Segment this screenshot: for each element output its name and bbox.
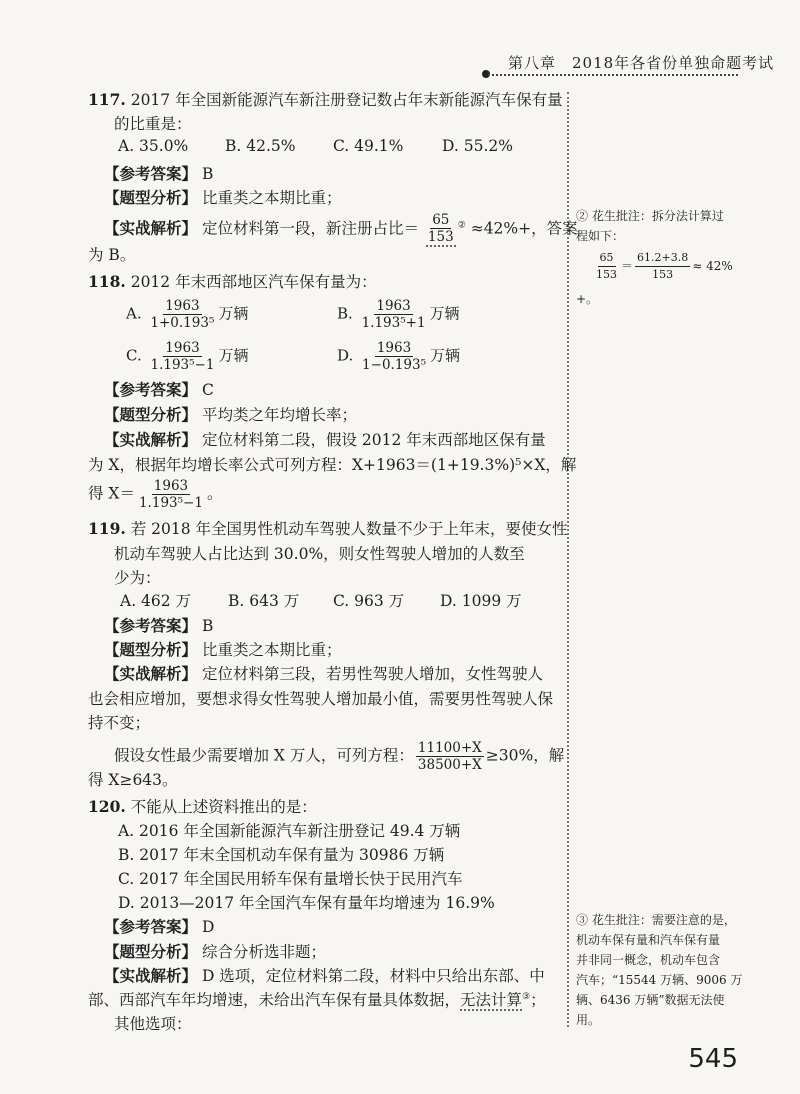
- q118-c-den: 1.193⁵−1: [150, 357, 215, 373]
- q119-analysis3: 持不变；: [88, 714, 151, 732]
- answer-label: 【参考答案】: [104, 917, 198, 936]
- q119-option-b: B. 643 万: [228, 592, 300, 610]
- q119-number: 119.: [88, 519, 126, 538]
- analysis-label: 【实战解析】: [104, 966, 198, 985]
- side1-tail: +。: [576, 292, 599, 306]
- q117-option-b: B. 42.5%: [225, 137, 296, 155]
- q120-analysis3: 其他选项：: [114, 1015, 192, 1033]
- analysis-label: 【实战解析】: [104, 430, 198, 449]
- q120-answer: D: [201, 918, 215, 936]
- q119-analysis-fraction: [416, 740, 484, 773]
- q118-b-unit: 万辆: [429, 304, 460, 323]
- q118-answer-line: [104, 378, 214, 400]
- q120-type: 综合分析选非题；: [201, 943, 326, 961]
- q120-stem: 不能从上述资料推出的是：: [130, 798, 317, 816]
- q118-type-line: [104, 403, 357, 425]
- side1-eq: ＝: [621, 259, 634, 273]
- footnote-3-icon: ③: [522, 991, 531, 1002]
- side1-frac1: [594, 250, 619, 283]
- side1-line2: 程如下：: [576, 229, 625, 243]
- q119-stem1: 若 2018 年全国男性机动车驾驶人数量不少于上年末，要使女性: [130, 520, 568, 538]
- page-number: 545: [688, 1044, 738, 1074]
- q118-analysis-line1: [104, 428, 546, 450]
- q118-stem-line: [88, 270, 377, 292]
- q118-option-d: [337, 340, 460, 373]
- q119-analysis4-post: ≥30%，解: [485, 746, 565, 765]
- side2-line: ③ 花生批注：需要注意的是，: [576, 913, 736, 927]
- side1-equation: [576, 250, 746, 283]
- q118-number: 118.: [88, 272, 126, 291]
- q120-analysis2-mark: 无法计算: [460, 991, 523, 1009]
- q117-stem2: 的比重是：: [114, 115, 192, 133]
- header-rule: [488, 74, 738, 76]
- q120-option-d: D. 2013—2017 年全国汽车保有量年均增速为 16.9%: [118, 894, 495, 912]
- q117-option-d: D. 55.2%: [442, 137, 513, 155]
- q118-b-den: 1.193⁵+1: [361, 315, 426, 331]
- q117-stem1: 2017 年全国新能源汽车新注册登记数占年末新能源汽车保有量: [130, 91, 563, 109]
- side-note-2: [576, 910, 746, 1030]
- q119-answer: B: [201, 617, 214, 635]
- q117-answer: B: [201, 165, 214, 183]
- q118-d-unit: 万辆: [430, 346, 461, 365]
- analysis-label: 【实战解析】: [104, 218, 198, 238]
- q118-d-num: 1963: [376, 340, 412, 356]
- q118-option-c: [126, 340, 248, 373]
- q117-stem-line1: [88, 88, 563, 110]
- q118-type: 平均类之年均增长率；: [201, 406, 357, 424]
- q120-option-c: C. 2017 年全国民用轿车保有量增长快于民用汽车: [118, 870, 463, 888]
- q119-analysis2: 也会相应增加，要想求得女性驾驶人增加最小值，需要男性驾驶人保: [88, 690, 554, 708]
- q118-answer: C: [201, 381, 214, 399]
- q118-a-num: 1963: [165, 298, 200, 314]
- q119-analysis1: 定位材料第三段，若男性驾驶人增加，女性驾驶人: [201, 665, 543, 683]
- side-note-1: [576, 206, 746, 309]
- type-label: 【题型分析】: [104, 942, 198, 961]
- side1-approx: ≈ 42%: [692, 259, 733, 273]
- side1-frac1-num: 65: [598, 250, 616, 267]
- q117-analysis-pre: 定位材料第一段，新注册占比＝: [201, 219, 419, 238]
- side2-line: 并非同一概念，机动车包含: [576, 953, 721, 967]
- type-label: 【题型分析】: [104, 188, 198, 207]
- q120-type-line: [104, 940, 326, 962]
- q119-option-d: D. 1099 万: [440, 592, 522, 610]
- q118-c-fraction: [149, 340, 217, 373]
- q119-stem3: 少为：: [114, 569, 161, 587]
- q118-d-fraction: [360, 340, 428, 373]
- q118-d-den: 1−0.193⁵: [362, 357, 427, 373]
- q118-frac-num: 1963: [153, 478, 189, 494]
- q118-a-fraction: [148, 298, 216, 331]
- answer-label: 【参考答案】: [104, 164, 198, 183]
- answer-label: 【参考答案】: [104, 380, 198, 399]
- side1-frac2-num: 61.2+3.8: [635, 250, 690, 267]
- q120-number: 120.: [88, 797, 126, 816]
- q118-d-label: D.: [337, 346, 354, 365]
- q117-analysis-post: ≈42%+，答案: [470, 219, 578, 238]
- chapter-header: 第八章 2018年各省份单独命题考试: [508, 54, 775, 72]
- q119-type: 比重类之本期比重；: [201, 641, 342, 659]
- side2-line: 机动车保有量和汽车保有量: [576, 933, 721, 947]
- q118-analysis1: 定位材料第二段，假设 2012 年末西部地区保有量: [201, 431, 546, 449]
- q118-analysis3-pre: 得 X＝: [88, 484, 135, 503]
- q118-stem: 2012 年末西部地区汽车保有量为：: [130, 273, 377, 291]
- q118-b-fraction: [360, 298, 428, 331]
- side1-frac2-den: 153: [652, 268, 674, 281]
- q119-analysis-line4: [114, 740, 564, 773]
- q119-type-line: [104, 638, 341, 660]
- q117-analysis-end: 为 B。: [88, 246, 136, 264]
- q118-c-num: 1963: [165, 340, 200, 356]
- q120-analysis2-post: ；: [530, 991, 546, 1009]
- q118-a-label: A.: [126, 304, 142, 323]
- q117-answer-line: [104, 162, 213, 184]
- q118-analysis2: 为 X，根据年均增长率公式可列方程：X+1963＝(1+19.3%)⁵×X，解: [88, 456, 577, 474]
- q119-option-c: C. 963 万: [333, 592, 405, 610]
- side1-frac2: [635, 250, 690, 283]
- q119-analysis4-pre: 假设女性最少需要增加 X 万人，可列方程：: [114, 746, 414, 765]
- q120-option-a: A. 2016 年全国新能源汽车新注册登记 49.4 万辆: [118, 822, 461, 840]
- q118-option-a: [126, 298, 248, 331]
- side2-line: 汽车；“15544 万辆、9006 万: [576, 973, 743, 987]
- q120-option-b: B. 2017 年末全国机动车保有量为 30986 万辆: [118, 846, 445, 864]
- q117-type-line: [104, 186, 341, 208]
- q118-b-num: 1963: [376, 298, 411, 314]
- q118-analysis-line3: [88, 478, 222, 511]
- q118-analysis-fraction: [137, 478, 205, 511]
- q120-analysis1: D 选项，定位材料第二段，材料中只给出东部、中: [201, 967, 545, 985]
- q117-analysis-line: [104, 212, 578, 247]
- answer-label: 【参考答案】: [104, 616, 198, 635]
- side2-line: 辆、6436 万辆”数据无法使: [576, 993, 725, 1007]
- q118-frac-den: 1.193⁵−1: [138, 495, 203, 511]
- side2-line: 用。: [576, 1013, 601, 1027]
- q117-option-c: C. 49.1%: [333, 137, 404, 155]
- q117-number: 117.: [88, 90, 126, 109]
- footnote-2-icon: ②: [457, 220, 466, 231]
- q119-option-a: A. 462 万: [120, 592, 192, 610]
- q120-stem-line: [88, 795, 317, 817]
- q119-stem2: 机动车驾驶人占比达到 30.0%，则女性驾驶人增加的人数至: [114, 545, 525, 563]
- q117-option-a: A. 35.0%: [118, 137, 189, 155]
- q118-a-den: 1+0.193⁵: [150, 315, 215, 331]
- q120-analysis-line1: [104, 964, 545, 986]
- q117-fraction: [426, 212, 456, 247]
- q119-answer-line: [104, 614, 213, 636]
- q117-type: 比重类之本期比重；: [201, 189, 342, 207]
- q118-c-label: C.: [126, 346, 142, 365]
- q119-analysis-line1: [104, 662, 543, 684]
- type-label: 【题型分析】: [104, 640, 198, 659]
- q118-analysis3-post: 。: [206, 484, 223, 503]
- side1-frac1-den: 153: [596, 268, 617, 281]
- q120-analysis-line2: [88, 988, 546, 1010]
- side1-line1: ② 花生批注：拆分法计算过: [576, 209, 724, 223]
- q119-stem-line1: [88, 517, 568, 539]
- q117-frac-num: 65: [432, 212, 450, 228]
- q119-frac-num: 11100+X: [417, 740, 482, 756]
- q118-option-b: [337, 298, 460, 331]
- q119-analysis5: 得 X≥643。: [88, 771, 178, 789]
- analysis-label: 【实战解析】: [104, 664, 198, 683]
- q120-answer-line: [104, 915, 214, 937]
- q120-analysis2-pre: 部、西部汽车年均增速，未给出汽车保有量具体数据，: [88, 991, 461, 1009]
- q118-c-unit: 万辆: [218, 346, 249, 365]
- type-label: 【题型分析】: [104, 405, 198, 424]
- q118-a-unit: 万辆: [218, 304, 249, 323]
- q117-frac-den: 153: [427, 229, 454, 245]
- q118-b-label: B.: [337, 304, 353, 323]
- q119-frac-den: 38500+X: [417, 757, 482, 773]
